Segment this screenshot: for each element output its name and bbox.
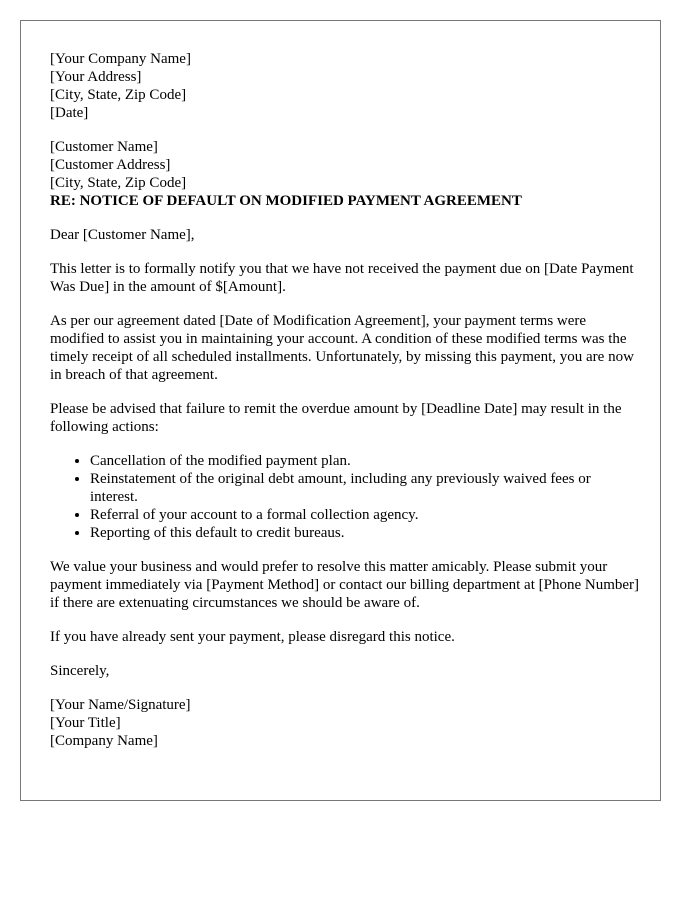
consequence-list bbox=[50, 452, 640, 542]
sender-city-state-zip: [City, State, Zip Code] bbox=[50, 87, 187, 103]
sender-company: [Your Company Name] bbox=[50, 51, 191, 67]
letter-container bbox=[20, 20, 661, 801]
paragraph-disregard: If you have already sent your payment, please disregard this notice. bbox=[50, 629, 455, 645]
list-item: • Cancellation of the modified payment plan. bbox=[90, 452, 640, 470]
salutation: Dear [Customer Name], bbox=[50, 227, 195, 243]
recipient-name: [Customer Name] bbox=[50, 139, 158, 155]
letter-content bbox=[50, 50, 640, 750]
subject-line: RE: NOTICE OF DEFAULT ON MODIFIED PAYMENT AGREEMENT bbox=[50, 193, 522, 209]
paragraph-agreement: As per our agreement dated [Date of Modification Agreement], your payment terms were modified to assist you in maintaining your account. A condition of these modified terms was the timely receipt of all scheduled installments. Unfortunately, by missing this payment, you are now in breach of that agreement. bbox=[50, 313, 634, 383]
list-item: • Reinstatement of the original debt amount, including any previously waived fees or interest. bbox=[90, 470, 640, 506]
paragraph-resolution: We value your business and would prefer to resolve this matter amicably. Please submit your payment immediately via [Payment Method] or contact our billing department at [Phone Number] if there are extenuating circumstances we should be aware of. bbox=[50, 559, 640, 611]
recipient-city-state-zip: [City, State, Zip Code] bbox=[50, 175, 187, 191]
sender-block bbox=[50, 50, 640, 122]
signature-block bbox=[50, 696, 640, 750]
signature-company: [Company Name] bbox=[50, 733, 158, 749]
list-item: • Reporting of this default to credit bureaus. bbox=[90, 524, 640, 542]
list-item: • Referral of your account to a formal collection agency. bbox=[90, 506, 640, 524]
signature-name: [Your Name/Signature] bbox=[50, 697, 191, 713]
paragraph-warning: Please be advised that failure to remit the overdue amount by [Deadline Date] may result in the following actions: bbox=[50, 401, 622, 435]
signature-title: [Your Title] bbox=[50, 715, 121, 731]
closing: Sincerely, bbox=[50, 663, 110, 679]
letter-date: [Date] bbox=[50, 105, 89, 121]
recipient-address: [Customer Address] bbox=[50, 157, 171, 173]
sender-address: [Your Address] bbox=[50, 69, 142, 85]
paragraph-notice: This letter is to formally notify you that we have not received the payment due on [Date Payment Was Due] in the amount of $[Amount]. bbox=[50, 261, 634, 295]
recipient-block bbox=[50, 138, 640, 192]
